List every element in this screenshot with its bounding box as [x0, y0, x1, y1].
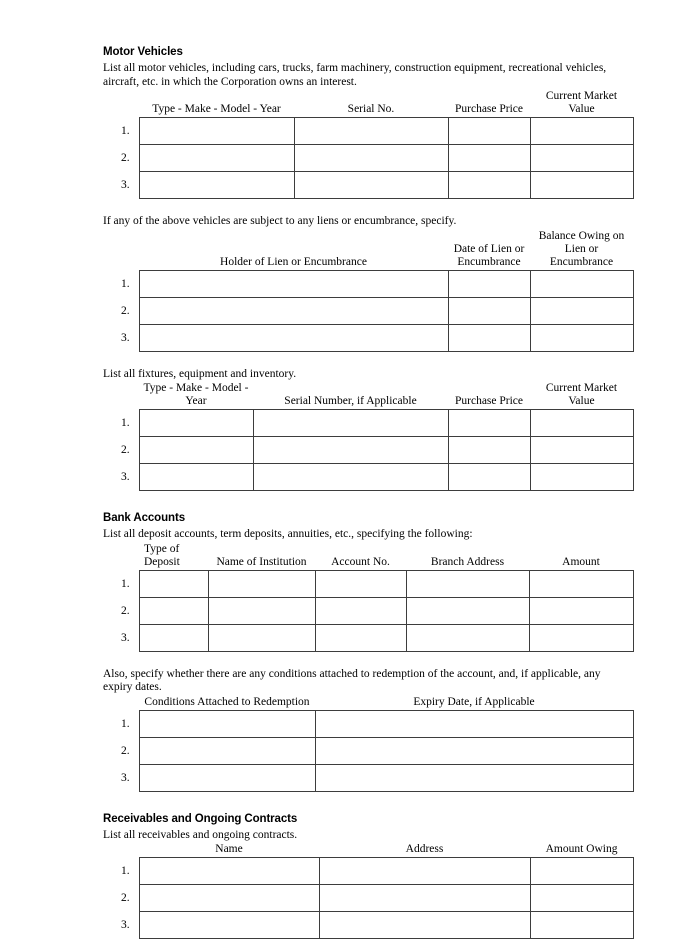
table-header-row	[121, 843, 633, 858]
input-cell-amount-owing[interactable]	[530, 912, 633, 939]
input-cell-expiry-date[interactable]	[315, 710, 633, 737]
spacer	[103, 652, 615, 668]
table-header-row	[121, 230, 633, 271]
table-row	[121, 145, 633, 172]
table-row	[121, 912, 633, 939]
row-number-header	[121, 230, 139, 271]
input-cell-amount[interactable]	[529, 624, 633, 651]
input-cell-address[interactable]	[319, 885, 530, 912]
row-number: 2.	[121, 145, 139, 172]
input-cell-date-of-lien[interactable]	[448, 297, 530, 324]
column-header-name-of-institution: Name of Institution	[208, 543, 315, 571]
input-cell-date-of-lien[interactable]	[448, 270, 530, 297]
input-cell-type-make-model-year[interactable]	[139, 172, 294, 199]
column-header-purchase-price: Purchase Price	[448, 90, 530, 118]
column-header-type-make-model-year: Type - Make - Model - Year	[139, 90, 294, 118]
input-cell-purchase-price[interactable]	[448, 437, 530, 464]
input-cell-name-of-institution[interactable]	[208, 570, 315, 597]
input-cell-account-no[interactable]	[315, 597, 406, 624]
input-cell-purchase-price[interactable]	[448, 145, 530, 172]
input-cell-amount-owing[interactable]	[530, 885, 633, 912]
row-number: 2.	[121, 437, 139, 464]
column-header-holder-of-lien: Holder of Lien or Encumbrance	[139, 230, 448, 271]
row-number: 1.	[121, 270, 139, 297]
input-cell-branch-address[interactable]	[406, 597, 529, 624]
input-cell-balance-owing[interactable]	[530, 297, 633, 324]
section-heading-receivables: Receivables and Ongoing Contracts	[103, 813, 615, 826]
table-receivables	[121, 843, 634, 939]
input-cell-type-make-model-year[interactable]	[139, 145, 294, 172]
row-number: 3.	[121, 764, 139, 791]
column-header-balance-owing: Balance Owing on Lien or Encumbrance	[530, 230, 633, 271]
table-row	[121, 570, 633, 597]
column-header-date-of-lien: Date of Lien or Encumbrance	[448, 230, 530, 271]
input-cell-purchase-price[interactable]	[448, 410, 530, 437]
input-cell-current-market-value[interactable]	[530, 464, 633, 491]
table-wrapper-motor-vehicles	[103, 90, 615, 199]
row-number: 2.	[121, 885, 139, 912]
input-cell-balance-owing[interactable]	[530, 270, 633, 297]
table-header-row	[121, 90, 633, 118]
input-cell-date-of-lien[interactable]	[448, 324, 530, 351]
input-cell-serial-number[interactable]	[253, 437, 448, 464]
table-row	[121, 172, 633, 199]
input-cell-purchase-price[interactable]	[448, 118, 530, 145]
input-cell-serial-no[interactable]	[294, 145, 448, 172]
input-cell-type-of-deposit[interactable]	[139, 597, 208, 624]
column-header-amount: Amount	[529, 543, 633, 571]
section-bank-accounts	[103, 512, 615, 652]
input-cell-current-market-value[interactable]	[530, 145, 633, 172]
input-cell-address[interactable]	[319, 858, 530, 885]
table-motor-vehicles	[121, 90, 634, 199]
input-cell-purchase-price[interactable]	[448, 172, 530, 199]
input-cell-type-of-deposit[interactable]	[139, 624, 208, 651]
row-number: 1.	[121, 710, 139, 737]
section-intro-bank-accounts: List all deposit accounts, term deposits, annuities, etc., specifying the following:	[103, 528, 615, 542]
section-receivables	[103, 813, 615, 939]
input-cell-name-of-institution[interactable]	[208, 597, 315, 624]
input-cell-branch-address[interactable]	[406, 624, 529, 651]
column-header-address: Address	[319, 843, 530, 858]
column-header-current-market-value: Current Market Value	[530, 382, 633, 410]
input-cell-holder-of-lien[interactable]	[139, 324, 448, 351]
spacer	[103, 491, 615, 512]
section-motor-vehicles	[103, 46, 615, 199]
column-header-type-make-model-year: Type - Make - Model - Year	[139, 382, 253, 410]
table-row	[121, 297, 633, 324]
section-intro-motor-vehicles: List all motor vehicles, including cars, trucks, farm machinery, construction equipment, recreational vehicles, aircraft, etc. in which the Corporation owns an interest.	[103, 62, 615, 89]
row-number-header	[121, 696, 139, 711]
input-cell-expiry-date[interactable]	[315, 737, 633, 764]
table-header-row	[121, 696, 633, 711]
input-cell-name[interactable]	[139, 912, 319, 939]
input-cell-purchase-price[interactable]	[448, 464, 530, 491]
input-cell-account-no[interactable]	[315, 570, 406, 597]
input-cell-serial-no[interactable]	[294, 172, 448, 199]
table-wrapper-fixtures	[103, 382, 615, 491]
row-number: 3.	[121, 172, 139, 199]
input-cell-type-make-model-year[interactable]	[139, 118, 294, 145]
input-cell-serial-number[interactable]	[253, 464, 448, 491]
spacer	[103, 199, 615, 215]
table-header-row	[121, 382, 633, 410]
column-header-branch-address: Branch Address	[406, 543, 529, 571]
section-liens	[103, 215, 615, 352]
input-cell-type-of-deposit[interactable]	[139, 570, 208, 597]
column-header-amount-owing: Amount Owing	[530, 843, 633, 858]
input-cell-type-make-model-year[interactable]	[139, 437, 253, 464]
row-number: 3.	[121, 324, 139, 351]
table-wrapper-liens	[103, 230, 615, 352]
input-cell-name[interactable]	[139, 858, 319, 885]
table-fixtures	[121, 382, 634, 491]
input-cell-conditions-attached[interactable]	[139, 737, 315, 764]
table-bank-accounts	[121, 543, 634, 652]
input-cell-amount[interactable]	[529, 570, 633, 597]
table-redemption-conditions	[121, 696, 634, 792]
spacer	[103, 792, 615, 813]
row-number: 1.	[121, 118, 139, 145]
table-row	[121, 885, 633, 912]
input-cell-branch-address[interactable]	[406, 570, 529, 597]
spacer	[103, 352, 615, 368]
column-header-purchase-price: Purchase Price	[448, 382, 530, 410]
table-header-row	[121, 543, 633, 571]
row-number-header	[121, 90, 139, 118]
column-header-serial-number-if-applicable: Serial Number, if Applicable	[253, 382, 448, 410]
row-number: 1.	[121, 410, 139, 437]
table-row	[121, 858, 633, 885]
section-intro-redemption-conditions: Also, specify whether there are any conditions attached to redemption of the account, and, if applicable, any expiry dates.	[103, 668, 615, 695]
row-number: 1.	[121, 858, 139, 885]
input-cell-holder-of-lien[interactable]	[139, 297, 448, 324]
row-number: 3.	[121, 464, 139, 491]
column-header-account-no: Account No.	[315, 543, 406, 571]
column-header-expiry-date-if-applicable: Expiry Date, if Applicable	[315, 696, 633, 711]
table-row	[121, 410, 633, 437]
input-cell-address[interactable]	[319, 912, 530, 939]
input-cell-conditions-attached[interactable]	[139, 764, 315, 791]
input-cell-type-make-model-year[interactable]	[139, 410, 253, 437]
row-number-header	[121, 843, 139, 858]
table-liens	[121, 230, 634, 352]
column-header-current-market-value: Current Market Value	[530, 90, 633, 118]
input-cell-balance-owing[interactable]	[530, 324, 633, 351]
section-intro-liens: If any of the above vehicles are subject to any liens or encumbrance, specify.	[103, 215, 615, 229]
column-header-type-of-deposit: Type of Deposit	[139, 543, 208, 571]
input-cell-serial-no[interactable]	[294, 118, 448, 145]
table-row	[121, 324, 633, 351]
table-row	[121, 624, 633, 651]
table-row	[121, 464, 633, 491]
input-cell-current-market-value[interactable]	[530, 410, 633, 437]
row-number: 1.	[121, 570, 139, 597]
table-row	[121, 737, 633, 764]
table-row	[121, 710, 633, 737]
input-cell-current-market-value[interactable]	[530, 118, 633, 145]
input-cell-current-market-value[interactable]	[530, 437, 633, 464]
input-cell-expiry-date[interactable]	[315, 764, 633, 791]
section-intro-receivables: List all receivables and ongoing contracts.	[103, 829, 615, 843]
section-redemption-conditions	[103, 668, 615, 792]
input-cell-current-market-value[interactable]	[530, 172, 633, 199]
row-number-header	[121, 543, 139, 571]
table-wrapper-receivables	[103, 843, 615, 939]
table-row	[121, 270, 633, 297]
row-number-header	[121, 382, 139, 410]
section-fixtures	[103, 368, 615, 492]
input-cell-name[interactable]	[139, 885, 319, 912]
table-row	[121, 597, 633, 624]
column-header-serial-no: Serial No.	[294, 90, 448, 118]
section-heading-bank-accounts: Bank Accounts	[103, 512, 615, 525]
input-cell-type-make-model-year[interactable]	[139, 464, 253, 491]
row-number: 3.	[121, 624, 139, 651]
table-row	[121, 764, 633, 791]
input-cell-serial-number[interactable]	[253, 410, 448, 437]
row-number: 3.	[121, 912, 139, 939]
input-cell-name-of-institution[interactable]	[208, 624, 315, 651]
table-row	[121, 437, 633, 464]
column-header-name: Name	[139, 843, 319, 858]
table-row	[121, 118, 633, 145]
input-cell-account-no[interactable]	[315, 624, 406, 651]
input-cell-amount-owing[interactable]	[530, 858, 633, 885]
section-heading-motor-vehicles: Motor Vehicles	[103, 46, 615, 59]
row-number: 2.	[121, 597, 139, 624]
row-number: 2.	[121, 297, 139, 324]
input-cell-amount[interactable]	[529, 597, 633, 624]
table-wrapper-bank-accounts	[103, 543, 615, 652]
table-wrapper-redemption-conditions	[103, 696, 615, 792]
input-cell-holder-of-lien[interactable]	[139, 270, 448, 297]
column-header-conditions-attached-to-redemption: Conditions Attached to Redemption	[139, 696, 315, 711]
input-cell-conditions-attached[interactable]	[139, 710, 315, 737]
row-number: 2.	[121, 737, 139, 764]
section-intro-fixtures: List all fixtures, equipment and inventory.	[103, 368, 615, 382]
